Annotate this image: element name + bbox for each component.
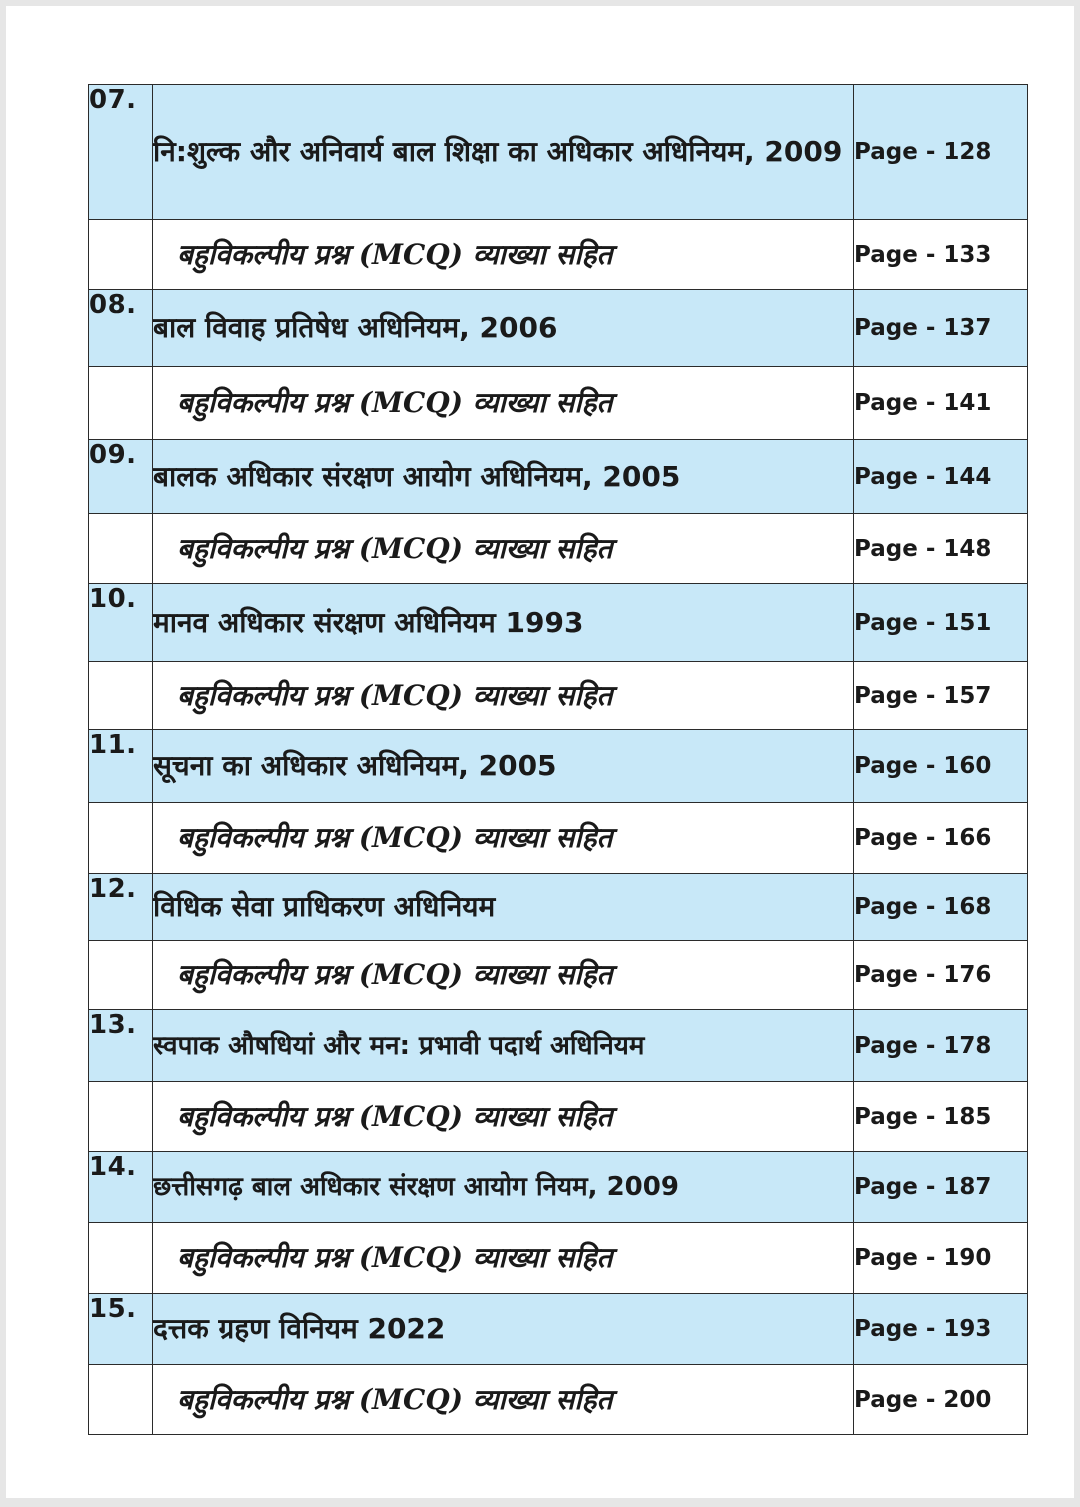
page-reference: Page - 141 xyxy=(854,367,1028,440)
page-reference: Page - 193 xyxy=(854,1294,1028,1365)
toc-row-mcq xyxy=(89,1082,1028,1152)
toc-row-mcq xyxy=(89,367,1028,440)
chapter-title: बाल विवाह प्रतिषेध अधिनियम, 2006 xyxy=(153,290,854,367)
page-reference: Page - 160 xyxy=(854,730,1028,803)
toc-row-chapter-07 xyxy=(89,85,1028,220)
chapter-number: 10. xyxy=(89,584,153,662)
toc-row-chapter-13 xyxy=(89,1010,1028,1082)
chapter-title: मानव अधिकार संरक्षण अधिनियम 1993 xyxy=(153,584,854,662)
page-reference: Page - 148 xyxy=(854,514,1028,584)
chapter-number xyxy=(89,367,153,440)
page-reference: Page - 166 xyxy=(854,803,1028,874)
page-reference: Page - 151 xyxy=(854,584,1028,662)
chapter-number xyxy=(89,1223,153,1294)
mcq-title: बहुविकल्पीय प्रश्न (MCQ) व्याख्या सहित xyxy=(153,1223,854,1294)
page-reference: Page - 133 xyxy=(854,220,1028,290)
page-reference: Page - 190 xyxy=(854,1223,1028,1294)
mcq-title: बहुविकल्पीय प्रश्न (MCQ) व्याख्या सहित xyxy=(153,1365,854,1435)
chapter-title: सूचना का अधिकार अधिनियम, 2005 xyxy=(153,730,854,803)
chapter-number: 08. xyxy=(89,290,153,367)
mcq-title: बहुविकल्पीय प्रश्न (MCQ) व्याख्या सहित xyxy=(153,803,854,874)
chapter-number xyxy=(89,941,153,1010)
toc-row-chapter-14 xyxy=(89,1152,1028,1223)
mcq-title: बहुविकल्पीय प्रश्न (MCQ) व्याख्या सहित xyxy=(153,367,854,440)
chapter-number: 15. xyxy=(89,1294,153,1365)
mcq-title: बहुविकल्पीय प्रश्न (MCQ) व्याख्या सहित xyxy=(153,1082,854,1152)
chapter-title: नि:शुल्क और अनिवार्य बाल शिक्षा का अधिकार अधिनियम, 2009 xyxy=(153,85,854,220)
page-reference: Page - 178 xyxy=(854,1010,1028,1082)
chapter-number: 14. xyxy=(89,1152,153,1223)
page-reference: Page - 137 xyxy=(854,290,1028,367)
chapter-title: विधिक सेवा प्राधिकरण अधिनियम xyxy=(153,874,854,941)
page-reference: Page - 176 xyxy=(854,941,1028,1010)
toc-row-chapter-09 xyxy=(89,440,1028,514)
mcq-title: बहुविकल्पीय प्रश्न (MCQ) व्याख्या सहित xyxy=(153,941,854,1010)
mcq-title: बहुविकल्पीय प्रश्न (MCQ) व्याख्या सहित xyxy=(153,514,854,584)
chapter-number xyxy=(89,662,153,730)
chapter-number xyxy=(89,1365,153,1435)
document-page xyxy=(6,6,1074,1498)
page-reference: Page - 157 xyxy=(854,662,1028,730)
page-reference: Page - 185 xyxy=(854,1082,1028,1152)
page-reference: Page - 168 xyxy=(854,874,1028,941)
chapter-number: 07. xyxy=(89,85,153,220)
toc-row-mcq xyxy=(89,1365,1028,1435)
chapter-number: 11. xyxy=(89,730,153,803)
chapter-number: 12. xyxy=(89,874,153,941)
mcq-title: बहुविकल्पीय प्रश्न (MCQ) व्याख्या सहित xyxy=(153,662,854,730)
page-reference: Page - 200 xyxy=(854,1365,1028,1435)
chapter-title: छत्तीसगढ़ बाल अधिकार संरक्षण आयोग नियम, 2009 xyxy=(153,1152,854,1223)
chapter-number xyxy=(89,803,153,874)
toc-row-mcq xyxy=(89,662,1028,730)
toc-row-mcq xyxy=(89,220,1028,290)
toc-row-mcq xyxy=(89,941,1028,1010)
chapter-title: स्वपाक औषधियां और मन: प्रभावी पदार्थ अधिनियम xyxy=(153,1010,854,1082)
toc-row-mcq xyxy=(89,1223,1028,1294)
chapter-number xyxy=(89,1082,153,1152)
toc-row-chapter-08 xyxy=(89,290,1028,367)
toc-row-chapter-15 xyxy=(89,1294,1028,1365)
chapter-number: 13. xyxy=(89,1010,153,1082)
page-reference: Page - 144 xyxy=(854,440,1028,514)
page-reference: Page - 187 xyxy=(854,1152,1028,1223)
chapter-title: बालक अधिकार संरक्षण आयोग अधिनियम, 2005 xyxy=(153,440,854,514)
chapter-number xyxy=(89,514,153,584)
table-of-contents xyxy=(88,84,1028,1435)
chapter-title: दत्तक ग्रहण विनियम 2022 xyxy=(153,1294,854,1365)
page-reference: Page - 128 xyxy=(854,85,1028,220)
toc-row-chapter-10 xyxy=(89,584,1028,662)
mcq-title: बहुविकल्पीय प्रश्न (MCQ) व्याख्या सहित xyxy=(153,220,854,290)
chapter-number: 09. xyxy=(89,440,153,514)
toc-row-chapter-12 xyxy=(89,874,1028,941)
toc-row-mcq xyxy=(89,803,1028,874)
toc-row-mcq xyxy=(89,514,1028,584)
chapter-number xyxy=(89,220,153,290)
toc-row-chapter-11 xyxy=(89,730,1028,803)
